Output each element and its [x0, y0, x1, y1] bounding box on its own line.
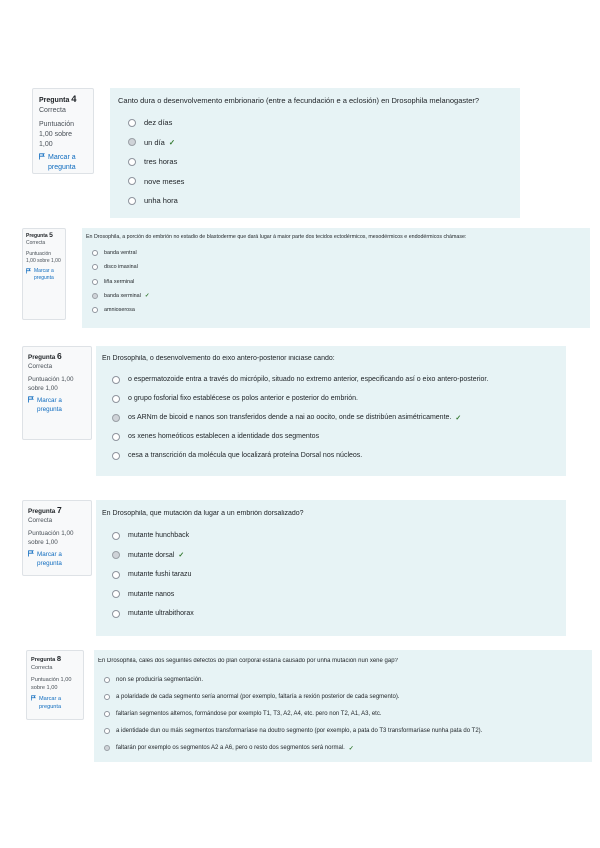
question-number: Pregunta 5 [26, 232, 53, 239]
answer-option[interactable] [98, 740, 588, 757]
answer-label: o grupo fosforial fixo establécese os polos anterior e posterior do embrión. [128, 395, 358, 402]
flag-question-link[interactable]: Marcar a pregunta [31, 695, 79, 711]
answer-label: mutante hunchback [128, 532, 190, 540]
answer-option[interactable] [102, 526, 560, 546]
radio-button[interactable] [112, 376, 120, 384]
answer-label: os xenes homeóticos establecen a identidade dos segmentos [128, 433, 320, 440]
radio-button[interactable] [92, 307, 98, 313]
answer-option[interactable] [98, 688, 588, 705]
radio-button[interactable] [112, 452, 120, 460]
radio-button[interactable] [128, 138, 136, 146]
answer-option[interactable] [118, 113, 512, 133]
question-grade: Puntuación 1,00 sobre 1,00 [31, 677, 72, 691]
answer-option[interactable] [102, 585, 560, 605]
answer-list [102, 526, 560, 624]
flag-icon [28, 550, 34, 557]
correct-check-icon: ✓ [168, 137, 176, 147]
radio-button[interactable] [112, 571, 120, 579]
question-content [96, 500, 566, 636]
answer-option[interactable] [86, 260, 586, 274]
answer-label: mutante ultrabithorax [128, 610, 194, 618]
correct-check-icon: ✓ [178, 552, 185, 560]
answer-list [102, 370, 560, 465]
question-state: Correcta [28, 363, 53, 370]
radio-button[interactable] [104, 677, 110, 683]
question-content [94, 650, 592, 762]
flag-icon [39, 153, 45, 160]
question-text: En Drosophila, a porción do embrión no estadio de blastoderme que dará lugar á maior parte dos tecidos ectodérmicos, mesodérmicos e endodérmicos chámase: [86, 234, 467, 240]
radio-button[interactable] [128, 177, 136, 185]
correct-check-icon: ✓ [144, 293, 150, 300]
question-number: Pregunta 7 [28, 505, 62, 515]
radio-button[interactable] [128, 197, 136, 205]
answer-label: mutante fushi tarazu [128, 571, 192, 579]
flag-question-link[interactable]: Marcar a pregunta [28, 550, 86, 568]
answer-option[interactable] [86, 246, 586, 260]
answer-option[interactable] [86, 289, 586, 303]
answer-label: o espermatozoide entra a través do micrópilo, situado no extremo anterior, especificando así o eixo antero-posterior. [128, 376, 489, 383]
answer-label: amnioserosa [104, 307, 135, 314]
question-content [110, 88, 520, 218]
answer-label: banda ventral [104, 250, 137, 257]
answer-option[interactable] [118, 152, 512, 172]
question-number: Pregunta 4 [39, 94, 77, 105]
question-info [22, 500, 92, 576]
answer-option[interactable] [102, 565, 560, 585]
answer-label: liña xerminal [104, 278, 135, 285]
answer-label: mutante nanos [128, 590, 175, 598]
flag-question-link[interactable]: Marcar a pregunta [26, 268, 62, 282]
radio-button[interactable] [104, 694, 110, 700]
correct-check-icon: ✓ [348, 745, 354, 752]
question-state: Correcta [31, 665, 53, 671]
correct-check-icon: ✓ [455, 414, 462, 422]
question-text: Canto dura o desenvolvemento embrionario (entre a fecundación e a eclosión) en Drosophila melanogaster? [118, 96, 480, 105]
answer-label: faltarán por exemplo os segmentos A2 a A6, pero o resto dos segmentos será normal. [116, 745, 345, 752]
answer-option[interactable] [98, 671, 588, 688]
radio-button[interactable] [112, 610, 120, 618]
radio-button[interactable] [104, 711, 110, 717]
question-grade: Puntuación 1,00 sobre 1,00 [28, 376, 74, 392]
answer-label: banda xerminal [104, 293, 141, 300]
answer-label: tres horas [144, 157, 178, 167]
answer-option[interactable] [118, 133, 512, 153]
radio-button[interactable] [112, 433, 120, 441]
answer-option[interactable] [118, 172, 512, 192]
flag-icon [31, 695, 36, 701]
question-number: Pregunta 8 [31, 654, 62, 663]
question-info [22, 346, 92, 440]
radio-button[interactable] [112, 414, 120, 422]
answer-label: nove meses [144, 176, 185, 186]
question-content [96, 346, 566, 476]
radio-button[interactable] [112, 395, 120, 403]
radio-button[interactable] [92, 250, 98, 256]
answer-list [98, 671, 588, 757]
flag-icon [26, 268, 31, 274]
answer-label: os ARNm de bicoid e nanos son transferidos dende a nai ao oocito, onde se distribúen asimétricamente. [128, 414, 452, 421]
question-grade: Puntuación 1,00 sobre 1,00 [26, 251, 61, 264]
radio-button[interactable] [112, 551, 120, 559]
answer-option[interactable] [98, 723, 588, 740]
question-grade: Puntuación 1,00 sobre 1,00 [39, 121, 75, 148]
radio-button[interactable] [104, 745, 110, 751]
answer-option[interactable] [98, 705, 588, 722]
answer-list [118, 113, 512, 211]
question-content [82, 228, 590, 328]
answer-option[interactable] [102, 446, 560, 465]
answer-list [86, 246, 586, 317]
flag-question-link[interactable]: Marcar a pregunta [28, 396, 86, 414]
answer-option[interactable] [86, 275, 586, 289]
question-text: En Drosophila, que mutación da lugar a un embrión dorsalizado? [102, 510, 304, 517]
question-text: En Drosophila, o desenvolvemento do eixo antero-posterior iniciase cando: [102, 355, 335, 362]
question-info [26, 650, 84, 720]
question-info [32, 88, 94, 174]
answer-label: faltarían segmentos alternos, formándose por exemplo T1, T3, A2, A4, etc. pero non T2, A1, A3, etc. [116, 710, 382, 717]
answer-label: dez días [144, 118, 173, 128]
radio-button[interactable] [112, 532, 120, 540]
radio-button[interactable] [92, 279, 98, 285]
answer-option[interactable] [102, 408, 560, 427]
flag-icon [28, 396, 34, 403]
question-state: Correcta [39, 107, 66, 114]
answer-option[interactable] [86, 303, 586, 317]
answer-option[interactable] [102, 389, 560, 408]
answer-label: unha hora [144, 196, 178, 206]
radio-button[interactable] [112, 590, 120, 598]
answer-option[interactable] [102, 370, 560, 389]
radio-button[interactable] [128, 158, 136, 166]
answer-label: disco imaxinal [104, 264, 138, 271]
answer-option[interactable] [102, 546, 560, 566]
answer-label: non se produciría segmentación. [116, 676, 204, 683]
answer-label: a identidade dun ou máis segmentos transformaríase na doutro segmento (por exemplo, a pata do T3 transformaríase nunha pata do T2). [116, 728, 483, 735]
radio-button[interactable] [92, 264, 98, 270]
flag-question-link[interactable]: Marcar a pregunta [39, 153, 87, 173]
answer-label: a polaridade de cada segmento sería anormal (por exemplo, faltaría a rexión posterior de cada segmento). [116, 693, 400, 700]
answer-label: cesa a transcrición da molécula que localizará proteína Dorsal nos núcleos. [128, 452, 363, 459]
radio-button[interactable] [92, 293, 98, 299]
radio-button[interactable] [104, 728, 110, 734]
question-number: Pregunta 6 [28, 351, 62, 361]
answer-option[interactable] [118, 191, 512, 211]
question-state: Correcta [28, 517, 53, 524]
question-grade: Puntuación 1,00 sobre 1,00 [28, 530, 74, 546]
answer-option[interactable] [102, 604, 560, 624]
question-info [22, 228, 66, 320]
radio-button[interactable] [128, 119, 136, 127]
question-text: En Drosophila, cales dos seguintes defectos do plan corporal estaría causado por unha mutación nun xene gap? [98, 658, 398, 664]
answer-label: mutante dorsal [128, 551, 175, 559]
answer-label: un día [144, 137, 165, 147]
answer-option[interactable] [102, 427, 560, 446]
question-state: Correcta [26, 240, 46, 246]
